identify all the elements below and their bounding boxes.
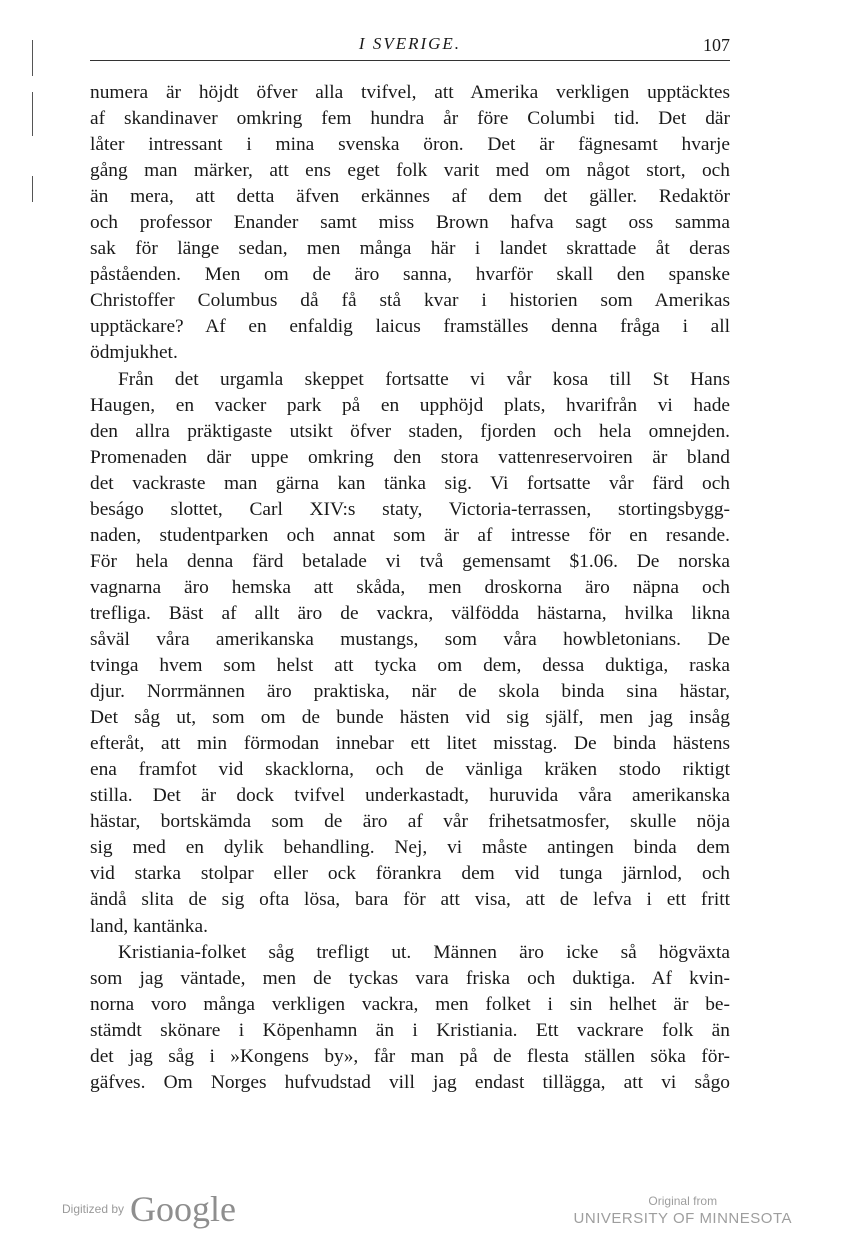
margin-mark — [32, 92, 33, 136]
text-line: norna voro många verkligen vackra, men folket i sin helhet är be- — [90, 993, 730, 1015]
text-line: gång man märker, att ens eget folk varit med om något stort, och — [90, 160, 730, 182]
text-line: som jag väntade, men de tyckas vara friska och duktiga. Af kvin- — [90, 967, 730, 989]
text-line: den allra präktigaste utsikt öfver staden, fjorden och hela omnejden. — [90, 420, 730, 442]
text-line: För hela denna färd betalade vi två gemensamt $1.06. De norska — [90, 550, 730, 572]
text-line: ändå slita de sig ofta lösa, bara för att visa, att de lefva i ett fritt — [90, 889, 730, 911]
text-line: och professor Enander samt miss Brown hafva sagt oss samma — [90, 212, 730, 234]
text-line: sak för länge sedan, men många här i landet skrattade åt deras — [90, 238, 730, 260]
original-from-label: Original from — [648, 1194, 718, 1208]
margin-mark — [32, 176, 33, 202]
body-text — [90, 80, 730, 1096]
text-line: numera är höjdt öfver alla tvifvel, att Amerika verkligen upptäcktes — [90, 82, 730, 103]
text-line: beságo slottet, Carl XIV:s staty, Victoria-terrassen, stortingsbygg- — [90, 498, 730, 520]
text-line: Från det urgamla skeppet fortsatte vi vår kosa till St Hans — [118, 368, 730, 390]
digitized-by-watermark — [62, 1188, 236, 1230]
text-line: vid starka stolpar eller ock förankra dem vid tunga järnlod, och — [90, 863, 730, 885]
text-line: Haugen, en vacker park på en upphöjd plats, hvarifrån vi hade — [90, 394, 730, 416]
university-label: UNIVERSITY OF MINNESOTA — [573, 1210, 792, 1227]
text-line: Det såg ut, som om de bunde hästen vid sig själf, men jag insåg — [90, 707, 730, 729]
text-line: hästar, bortskämda som de äro af vår frihetsatmosfer, skulle nöja — [90, 811, 730, 833]
text-line: af skandinaver omkring fem hundra år före Columbi tid. Det där — [90, 108, 730, 130]
text-line: vagnarna äro hemska att skåda, men droskorna äro näpna och — [90, 576, 730, 598]
text-line: naden, studentparken och annat som är af intresse för en resande. — [90, 524, 730, 546]
text-line: än mera, att detta äfven erkännes af dem det gäller. Redaktör — [90, 186, 730, 208]
text-line: upptäckare? Af en enfaldig laicus framställes denna fråga i all — [90, 316, 730, 338]
margin-mark — [32, 40, 33, 76]
text-line: sig med en dylik behandling. Nej, vi måste antingen binda dem — [90, 837, 730, 859]
text-line: låter intressant i mina svenska öron. Det är fägnesamt hvarje — [90, 134, 730, 156]
original-from-watermark — [574, 1194, 792, 1227]
text-line: stämdt skönare i Köpenhamn än i Kristiania. Ett vackrare folk än — [90, 1019, 730, 1041]
text-line: påståenden. Men om de äro sanna, hvarför skall den spanske — [90, 264, 730, 286]
text-line: gäfves. Om Norges hufvudstad vill jag endast tillägga, att vi sågo — [90, 1071, 730, 1093]
text-line: efteråt, att min förmodan innebar ett litet misstag. De binda hästens — [90, 733, 730, 755]
text-line: Christoffer Columbus då få stå kvar i historien som Amerikas — [90, 290, 730, 312]
text-line: ena framfot vid skacklorna, och de vänliga kräken stodo riktigt — [90, 759, 730, 781]
text-line: tvinga hvem som helst att tycka om dem, dessa duktiga, raska — [90, 655, 730, 677]
page-number: 107 — [703, 35, 730, 55]
text-line: såväl våra amerikanska mustangs, som våra howbletonians. De — [90, 628, 730, 650]
text-line: Kristiania-folket såg trefligt ut. Männen äro icke så högväxta — [118, 941, 730, 963]
text-line: land, kantänka. — [90, 915, 208, 937]
text-line: trefliga. Bäst af allt äro de vackra, välfödda hästarna, hvilka likna — [90, 602, 730, 624]
google-logo: Google — [130, 1189, 237, 1229]
digitized-by-label: Digitized by — [62, 1202, 125, 1216]
text-line: djur. Norrmännen äro praktiska, när de skola binda sina hästar, — [90, 681, 730, 703]
text-line: det jag såg i »Kongens by», får man på de flesta ställen söka för- — [90, 1045, 730, 1067]
text-line: stilla. Det är dock tvifvel underkastadt, huruvida våra amerikanska — [90, 785, 730, 807]
running-title: I SVERIGE. — [358, 34, 462, 53]
page-header — [90, 34, 730, 61]
text-line: Promenaden där uppe omkring den stora vattenreservoiren är bland — [90, 446, 730, 468]
text-line: ödmjukhet. — [90, 342, 178, 364]
text-line: det vackraste man gärna kan tänka sig. Vi fortsatte vår färd och — [90, 472, 730, 494]
